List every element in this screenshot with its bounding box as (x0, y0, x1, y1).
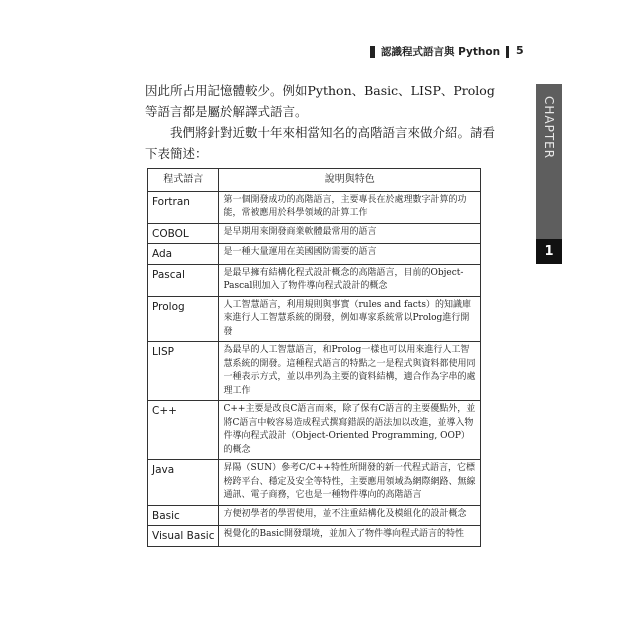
body-paragraph-1: 因此所占用記憶體較少。例如Python、Basic、LISP、Prolog等語言都是屬於解譯式語言。 (145, 83, 495, 119)
language-name: Basic (148, 505, 219, 526)
language-name: Prolog (148, 296, 219, 342)
language-description: 為最早的人工智慧語言，和Prolog一樣也可以用來進行人工智慧系統的開發。這種程式語言的特點之一是程式與資料都使用同一種表示方式，並以串列為主要的資料結構，適合作為字串的處理工作 (219, 342, 481, 401)
page-number: 5 (516, 44, 524, 57)
table-row (148, 191, 481, 223)
language-table (147, 168, 481, 547)
language-description: 方便初學者的學習使用，並不注重結構化及模組化的設計概念 (219, 505, 481, 526)
language-name: LISP (148, 342, 219, 401)
table-row (148, 296, 481, 342)
table-row (148, 460, 481, 506)
language-name: C++ (148, 401, 219, 460)
table-row (148, 505, 481, 526)
language-name: Java (148, 460, 219, 506)
chapter-tab-number: 1 (536, 239, 562, 264)
table-row (148, 401, 481, 460)
body-paragraph-2 (145, 122, 497, 164)
table-row (148, 526, 481, 547)
chapter-side-tab (536, 84, 562, 239)
language-name: COBOL (148, 223, 219, 244)
table-header-row (148, 169, 481, 192)
header-title: 認識程式語言與 Python (381, 46, 501, 58)
language-description: 視覺化的Basic開發環境，並加入了物件導向程式語言的特性 (219, 526, 481, 547)
language-name: Pascal (148, 264, 219, 296)
language-name: Ada (148, 244, 219, 265)
language-description: 是一種大量運用在美國國防需要的語言 (219, 244, 481, 265)
column-header-description: 說明與特色 (219, 169, 481, 192)
running-header (370, 44, 509, 59)
language-description: 昇陽（SUN）參考C/C++特性所開發的新一代程式語言，它標榜跨平台、穩定及安全等特性，主要應用領域為網際網路、無線通訊、電子商務，它也是一種物件導向的高階語言 (219, 460, 481, 506)
column-header-language: 程式語言 (148, 169, 219, 192)
table-row (148, 342, 481, 401)
language-description: C++主要是改良C語言而來，除了保有C語言的主要優點外，並將C語言中較容易造成程式撰寫錯誤的語法加以改進，並導入物件導向程式設計（Object-Oriented Programming, OOP）的概念 (219, 401, 481, 460)
header-bar-left (370, 46, 375, 58)
language-description: 第一個開發成功的高階語言，主要專長在於處理數字計算的功能，常被應用於科學領域的計算工作 (219, 191, 481, 223)
language-description: 是早期用來開發商業軟體最常用的語言 (219, 223, 481, 244)
language-description: 人工智慧語言，利用規則與事實（rules and facts）的知識庫來進行人工智慧系統的開發，例如專家系統常以Prolog進行開發 (219, 296, 481, 342)
table-row (148, 244, 481, 265)
language-name: Fortran (148, 191, 219, 223)
body-paragraph-2-text: 我們將針對近數十年來相當知名的高階語言來做介紹。請看下表簡述： (145, 125, 496, 161)
chapter-tab-label: CHAPTER (542, 96, 556, 160)
header-bar-right (506, 46, 509, 58)
table-row (148, 264, 481, 296)
table-row (148, 223, 481, 244)
language-name: Visual Basic (148, 526, 219, 547)
language-description: 是最早擁有結構化程式設計概念的高階語言，目前的Object-Pascal則加入了物件導向程式設計的概念 (219, 264, 481, 296)
